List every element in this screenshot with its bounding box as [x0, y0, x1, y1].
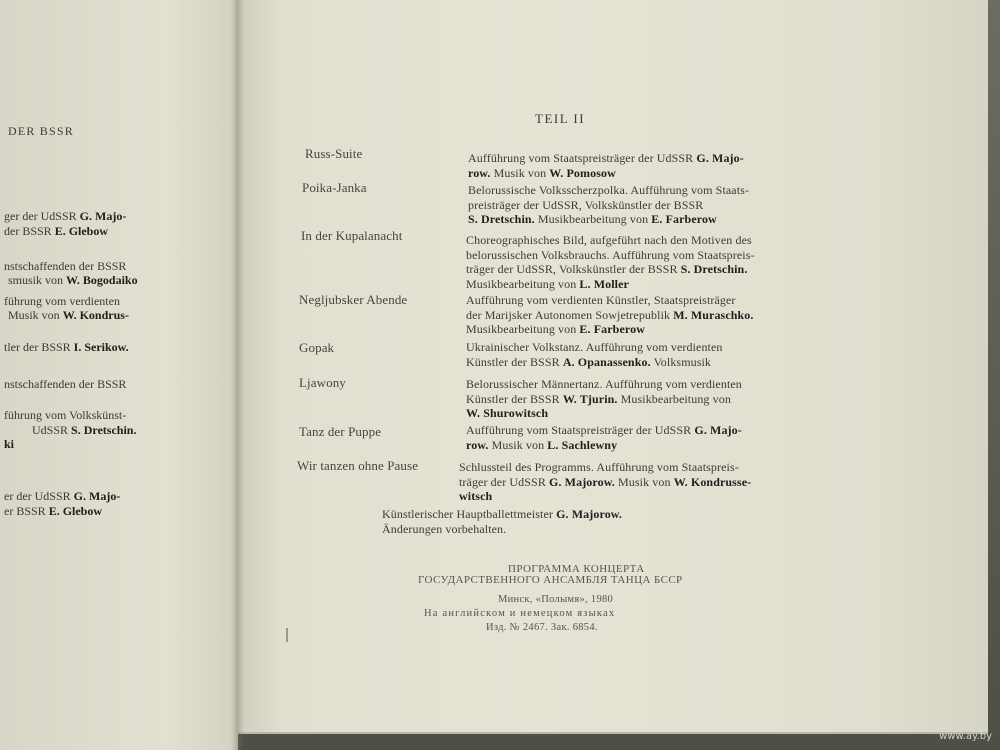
left-page-line	[4, 294, 120, 309]
left-page-credit: ki	[4, 437, 15, 451]
left-page-credit: G. Majo-	[79, 209, 127, 223]
description-line	[466, 293, 754, 308]
left-page-text: tler der BSSR	[4, 340, 74, 354]
left-page-text: er der UdSSR	[4, 489, 74, 503]
left-page-text: nstschaffenden der BSSR	[4, 377, 127, 391]
description-text: Musikbearbeitung von	[534, 212, 652, 226]
credit-name: G. Majo-	[694, 423, 742, 437]
left-page-line	[4, 259, 126, 274]
program-item-description	[466, 293, 754, 337]
credit-name: A. Opanassenko.	[562, 354, 651, 369]
description-line	[468, 166, 744, 181]
credit-name: W. Kondrusse-	[673, 474, 752, 489]
left-page-credit: W. Kondrus-	[62, 308, 129, 322]
imprint-line-1: ПРОГРАММА КОНЦЕРТА	[508, 563, 645, 575]
credit-name: G. Majorow.	[549, 474, 615, 489]
description-line	[466, 262, 755, 277]
description-line	[468, 212, 749, 227]
program-item-name: Ljawony	[299, 375, 346, 390]
description-line	[466, 308, 754, 323]
description-text: Musik von	[490, 165, 550, 180]
imprint-line-2: ГОСУДАРСТВЕННОГО АНСАМБЛЯ ТАНЦА БССР	[418, 574, 683, 586]
left-page-line	[4, 489, 120, 504]
left-page-credit: E. Glebow	[54, 224, 109, 238]
program-item-name: Wir tanzen ohne Pause	[297, 458, 419, 473]
description-line	[466, 377, 742, 392]
description-text: der Marijsker Autonomen Sowjetrepublik	[466, 307, 674, 322]
left-page-line	[4, 437, 14, 452]
left-page-line	[4, 377, 126, 392]
program-item-description	[466, 233, 755, 291]
credit-name: S. Dretschin.	[680, 262, 748, 276]
program-item-description	[468, 151, 744, 180]
left-page-credit: S. Dretschin.	[71, 423, 137, 437]
left-page-text: UdSSR	[32, 423, 72, 437]
description-text: Musik von	[614, 474, 674, 489]
description-text: träger der UdSSR	[459, 474, 550, 489]
description-text: Belorussische Volksscherzpolka. Aufführung vom Staats-	[468, 183, 750, 197]
description-text: Choreographisches Bild, aufgeführt nach den Motiven des	[466, 233, 752, 247]
left-page-line	[8, 308, 129, 323]
description-line	[466, 423, 742, 438]
left-page-text: führung vom verdienten	[4, 294, 120, 308]
description-text: Aufführung vom verdienten Künstler, Staatspreisträger	[466, 293, 736, 307]
description-text: Musikbearbeitung von	[617, 391, 731, 406]
description-text: Musik von	[488, 437, 548, 452]
left-page-credit: I. Serikow.	[73, 340, 129, 354]
description-text: Künstler der BSSR	[466, 354, 563, 369]
program-item-description	[466, 377, 742, 421]
credit-name: witsch	[459, 489, 493, 503]
program-item-name: Russ-Suite	[305, 146, 363, 161]
description-line	[459, 460, 751, 475]
description-line	[459, 475, 751, 490]
left-page-text: Musik von	[8, 308, 63, 322]
description-text: Volksmusik	[650, 354, 712, 369]
description-text: Belorussischer Männertanz. Aufführung vom verdienten	[466, 377, 742, 391]
program-item-description	[466, 423, 742, 452]
left-page-line	[4, 504, 102, 519]
credit-name: L. Sachlewny	[547, 437, 618, 452]
description-line	[466, 322, 754, 337]
credit-name: row.	[468, 165, 491, 180]
description-text: Schlussteil des Programms. Aufführung vom Staatspreis-	[459, 460, 739, 474]
left-page-credit: G. Majo-	[73, 489, 121, 503]
description-text: Künstler der BSSR	[466, 391, 563, 406]
description-text: träger der UdSSR, Volkskünstler der BSSR	[466, 262, 681, 276]
description-text: Musikbearbeitung von	[466, 276, 580, 291]
credit-name: L. Moller	[579, 276, 629, 291]
left-page-text: nstschaffenden der BSSR	[4, 259, 127, 273]
left-page-credit: W. Bogodaiko	[66, 273, 138, 287]
left-page-line	[8, 273, 138, 288]
left-page-text: der BSSR	[4, 224, 55, 238]
left-page-text: ger der UdSSR	[4, 209, 80, 223]
left-page	[0, 0, 238, 750]
description-text: Musikbearbeitung von	[466, 322, 580, 336]
description-line	[466, 406, 742, 421]
left-page-line	[4, 209, 126, 224]
program-item-name: Tanz der Puppe	[299, 424, 382, 439]
description-text: Aufführung vom Staatspreisträger der UdSSR	[466, 423, 695, 437]
description-text: belorussischen Volksbrauchs. Aufführung vom Staatspreis-	[466, 247, 755, 262]
left-page-text: smusik von	[8, 273, 67, 287]
program-item-description	[468, 183, 749, 227]
credit-name: row.	[466, 437, 489, 452]
description-line	[466, 248, 755, 263]
left-page-text: DER BSSR	[8, 124, 74, 138]
left-page-line	[4, 224, 108, 239]
imprint-line-5: Изд. № 2467. Зак. 6854.	[486, 622, 598, 633]
left-page-credit: E. Glebow	[48, 504, 103, 518]
left-page-text: er BSSR	[4, 504, 49, 518]
watermark: www.ay.by	[939, 731, 992, 742]
description-line	[468, 198, 749, 213]
description-line	[468, 183, 749, 198]
credit-name: E. Farberow	[651, 212, 717, 226]
description-text: Ukrainischer Volkstanz. Aufführung vom verdienten	[466, 340, 723, 354]
credit-name: W. Tjurin.	[562, 391, 618, 406]
page-fold	[232, 0, 244, 750]
credit-name: G. Majo-	[696, 151, 744, 165]
credit-name: W. Pomosow	[549, 165, 616, 180]
description-line	[466, 355, 723, 370]
left-page-text: führung vom Volkskünst-	[4, 408, 127, 422]
program-item-description	[459, 460, 751, 504]
left-page-line	[8, 124, 74, 139]
left-page-line	[4, 408, 126, 423]
ballet-master-prefix: Künstlerischer Hauptballettmeister	[382, 507, 554, 521]
imprint-line-4: На английском и немецком языках	[424, 608, 616, 619]
ballet-master-name: G. Majorow.	[556, 507, 622, 521]
description-line	[466, 392, 742, 407]
description-line	[466, 277, 755, 292]
program-item-name: Negljubsker Abende	[299, 292, 408, 307]
description-text: preisträger der UdSSR, Volkskünstler der BSSR	[468, 197, 704, 212]
program-item-name: In der Kupalanacht	[301, 228, 403, 243]
imprint-line-3: Минск, «Полымя», 1980	[498, 594, 614, 605]
program-item-name: Poika-Janka	[302, 180, 367, 195]
credit-name: E. Farberow	[579, 322, 645, 336]
program-item-name: Gopak	[299, 340, 335, 355]
program-item-description	[466, 340, 723, 369]
left-page-line	[32, 423, 136, 438]
description-text: Aufführung vom Staatspreisträger der UdSSR	[468, 151, 697, 165]
description-line	[459, 489, 751, 504]
description-line	[466, 233, 755, 248]
ballet-master-line	[382, 507, 622, 536]
credit-name: M. Muraschko.	[673, 307, 754, 322]
description-line	[466, 340, 723, 355]
credit-name: W. Shurowitsch	[466, 406, 549, 420]
changes-reserved: Änderungen vorbehalten.	[382, 521, 507, 536]
credit-name: S. Dretschin.	[468, 212, 535, 226]
description-line	[466, 438, 742, 453]
left-page-line	[4, 340, 129, 355]
description-line	[468, 151, 744, 166]
page-mark	[286, 628, 288, 642]
section-title: TEIL II	[535, 111, 586, 126]
